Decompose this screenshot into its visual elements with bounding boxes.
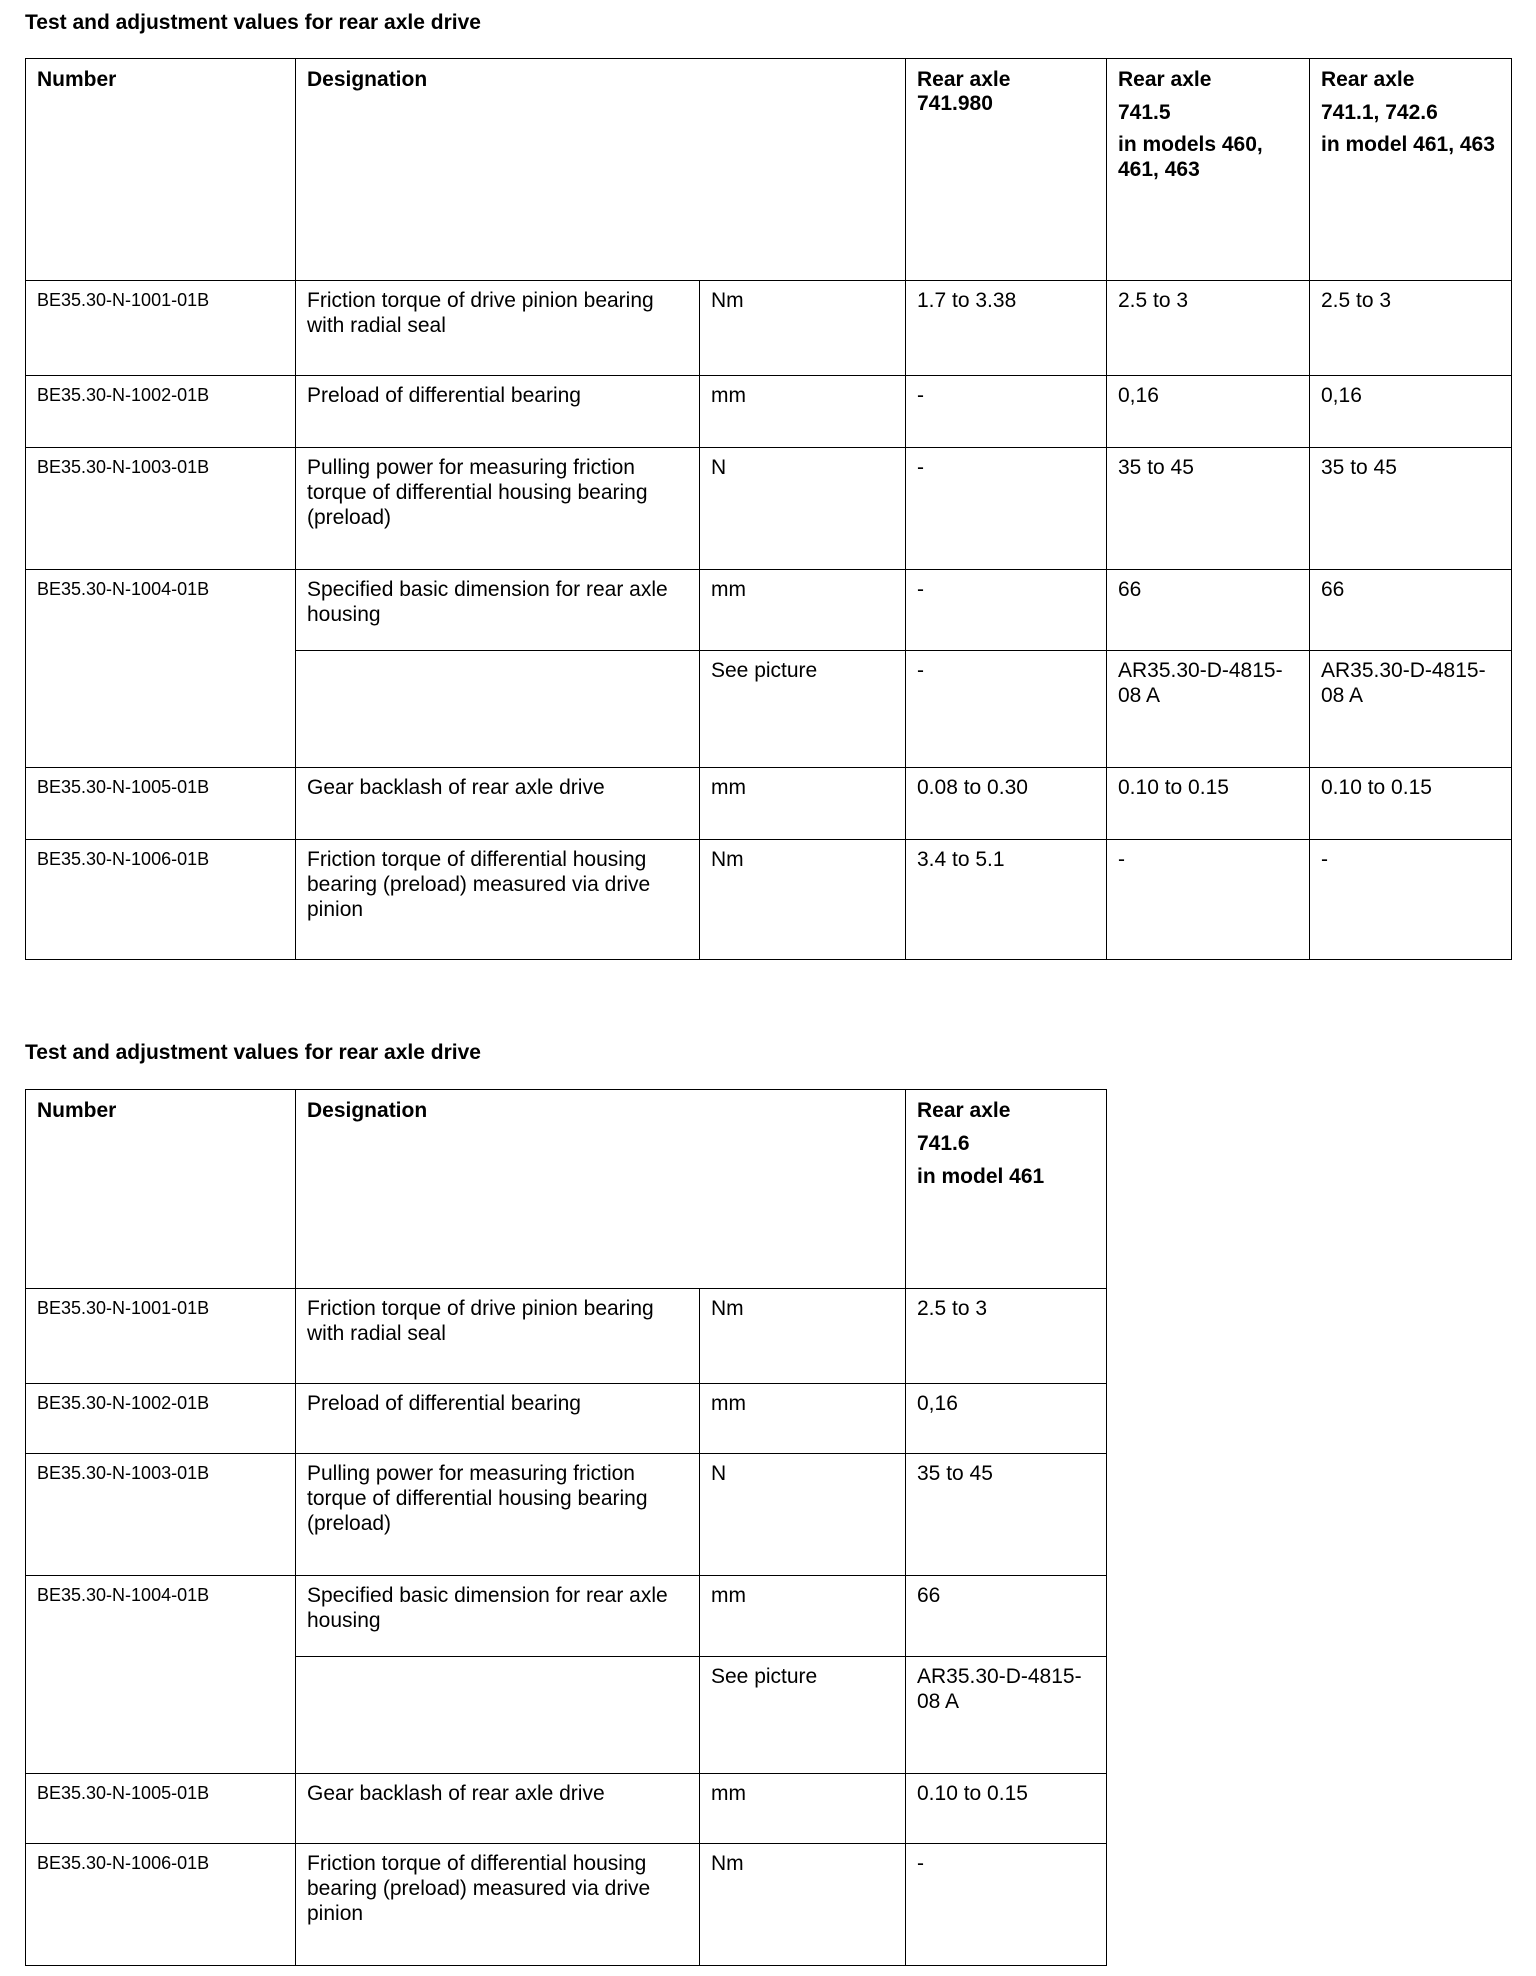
row-number: BE35.30-N-1004-01B [26, 570, 296, 768]
row-unit: Nm [700, 1289, 906, 1384]
row-designation: Friction torque of drive pinion bearing with radial seal [296, 281, 700, 376]
row-number: BE35.30-N-1001-01B [26, 1289, 296, 1384]
row-designation: Gear backlash of rear axle drive [296, 768, 700, 840]
row-value: 2.5 to 3 [906, 1289, 1107, 1384]
header-column [906, 1090, 1107, 1289]
row-unit: mm [700, 570, 906, 651]
row-unit: mm [700, 1576, 906, 1657]
row-number: BE35.30-N-1006-01B [26, 1844, 296, 1966]
row-value: 35 to 45 [1310, 448, 1512, 570]
row-designation: Specified basic dimension for rear axle housing [296, 570, 700, 651]
table-row [26, 1289, 1107, 1384]
row-number: BE35.30-N-1003-01B [26, 1454, 296, 1576]
row-value: - [906, 1844, 1107, 1966]
see-picture-label: See picture [700, 651, 906, 768]
row-number: BE35.30-N-1004-01B [26, 1576, 296, 1774]
row-unit: mm [700, 376, 906, 448]
table-row [26, 1844, 1107, 1966]
table-row [26, 570, 1512, 651]
row-value: 0,16 [906, 1384, 1107, 1454]
header-number: Number [26, 1090, 296, 1289]
header-column [1107, 59, 1310, 281]
see-picture-label: See picture [700, 1657, 906, 1774]
row-unit: mm [700, 1774, 906, 1844]
row-value: 0.10 to 0.15 [1107, 768, 1310, 840]
row-designation: Pulling power for measuring friction torque of differential housing bearing (preload) [296, 448, 700, 570]
row-value: 2.5 to 3 [1310, 281, 1512, 376]
row-value: - [906, 570, 1107, 651]
header-designation: Designation [296, 1090, 906, 1289]
spec-table-1 [25, 58, 1512, 960]
row-value: 1.7 to 3.38 [906, 281, 1107, 376]
row-value: 3.4 to 5.1 [906, 840, 1107, 960]
table-row [26, 1774, 1107, 1844]
row-value: - [906, 448, 1107, 570]
table-row [26, 1576, 1107, 1657]
header-line: 741.5 [1118, 101, 1171, 124]
row-designation: Preload of differential bearing [296, 1384, 700, 1454]
header-column [906, 59, 1107, 281]
picture-reference: AR35.30-D-4815-08 A [906, 1657, 1107, 1774]
header-line: in model 461, 463 [1321, 133, 1495, 156]
row-designation: Preload of differential bearing [296, 376, 700, 448]
row-value: - [1107, 840, 1310, 960]
row-number: BE35.30-N-1005-01B [26, 1774, 296, 1844]
row-unit: mm [700, 1384, 906, 1454]
row-number: BE35.30-N-1002-01B [26, 376, 296, 448]
table-row [26, 1454, 1107, 1576]
header-line: 741.6 [917, 1132, 970, 1155]
row-designation-empty [296, 1657, 700, 1774]
header-line: 741.1, 742.6 [1321, 101, 1438, 124]
header-line: in models 460, 461, 463 [1118, 133, 1263, 181]
row-number: BE35.30-N-1003-01B [26, 448, 296, 570]
row-value: - [906, 651, 1107, 768]
row-value: 0,16 [1107, 376, 1310, 448]
header-number: Number [26, 59, 296, 281]
row-value: 0,16 [1310, 376, 1512, 448]
row-number: BE35.30-N-1001-01B [26, 281, 296, 376]
row-number: BE35.30-N-1005-01B [26, 768, 296, 840]
header-line: Rear axle [1118, 68, 1212, 91]
row-unit: N [700, 448, 906, 570]
header-line: Rear axle [917, 1099, 1011, 1122]
row-value: 66 [1310, 570, 1512, 651]
row-value: 2.5 to 3 [1107, 281, 1310, 376]
row-value: 35 to 45 [906, 1454, 1107, 1576]
row-value: 0.10 to 0.15 [906, 1774, 1107, 1844]
row-unit: Nm [700, 1844, 906, 1966]
row-value: - [1310, 840, 1512, 960]
table-header-row [26, 1090, 1107, 1289]
row-designation-empty [296, 651, 700, 768]
spec-table-2 [25, 1089, 1107, 1966]
picture-reference: AR35.30-D-4815-08 A [1107, 651, 1310, 768]
table-row [26, 1384, 1107, 1454]
table-row [26, 281, 1512, 376]
row-value: - [906, 376, 1107, 448]
header-line: Rear axle [917, 68, 1011, 91]
row-unit: Nm [700, 840, 906, 960]
row-value: 66 [906, 1576, 1107, 1657]
row-value: 0.10 to 0.15 [1310, 768, 1512, 840]
row-unit: Nm [700, 281, 906, 376]
row-number: BE35.30-N-1002-01B [26, 1384, 296, 1454]
row-designation: Friction torque of differential housing bearing (preload) measured via drive pinion [296, 840, 700, 960]
row-designation: Friction torque of differential housing bearing (preload) measured via drive pinion [296, 1844, 700, 1966]
row-number: BE35.30-N-1006-01B [26, 840, 296, 960]
row-designation: Pulling power for measuring friction torque of differential housing bearing (preload) [296, 1454, 700, 1576]
table-row [26, 768, 1512, 840]
table-header-row [26, 59, 1512, 281]
table-row [26, 376, 1512, 448]
header-line: 741.980 [917, 92, 993, 115]
row-value: 0.08 to 0.30 [906, 768, 1107, 840]
header-line: in model 461 [917, 1165, 1045, 1188]
section-title: Test and adjustment values for rear axle drive [25, 1041, 481, 1064]
table-row [26, 840, 1512, 960]
row-designation: Gear backlash of rear axle drive [296, 1774, 700, 1844]
header-designation: Designation [296, 59, 906, 281]
picture-reference: AR35.30-D-4815-08 A [1310, 651, 1512, 768]
header-line: Rear axle [1321, 68, 1415, 91]
row-designation: Specified basic dimension for rear axle housing [296, 1576, 700, 1657]
header-column [1310, 59, 1512, 281]
row-value: 35 to 45 [1107, 448, 1310, 570]
table-row [26, 448, 1512, 570]
section-title: Test and adjustment values for rear axle drive [25, 11, 481, 34]
row-unit: mm [700, 768, 906, 840]
row-value: 66 [1107, 570, 1310, 651]
row-designation: Friction torque of drive pinion bearing with radial seal [296, 1289, 700, 1384]
row-unit: N [700, 1454, 906, 1576]
